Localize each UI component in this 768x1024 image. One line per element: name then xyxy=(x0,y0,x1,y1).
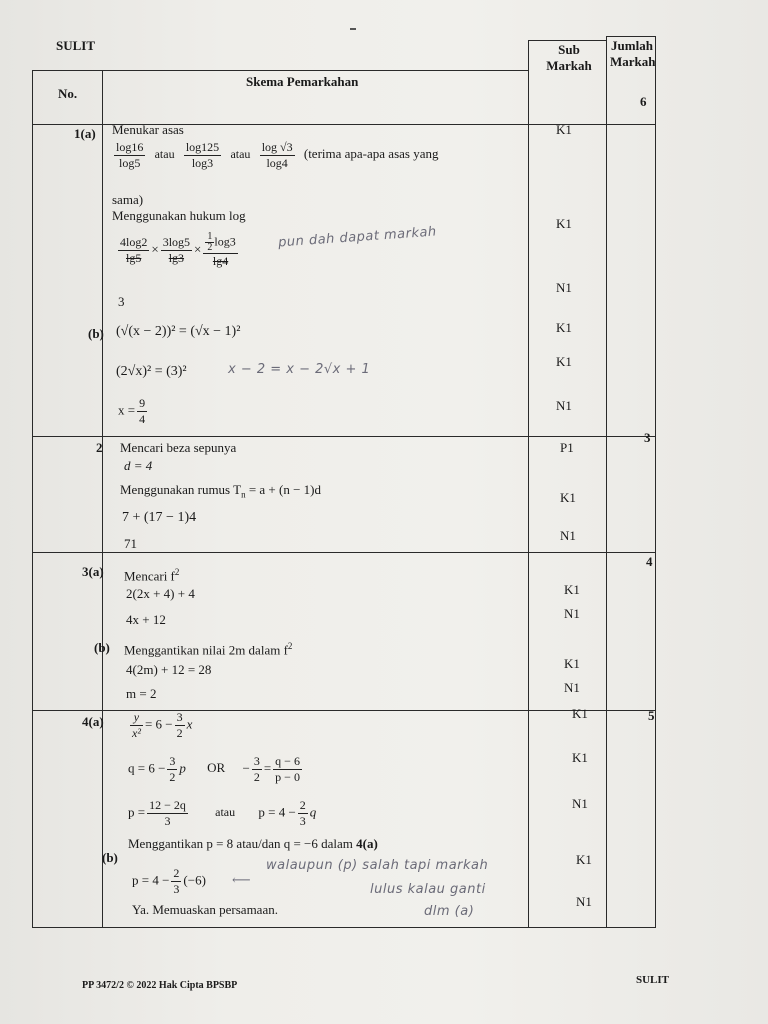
q2-substitution: 7 + (17 − 1)4 xyxy=(122,510,197,525)
q3-mark-4: N1 xyxy=(564,680,580,695)
q4-handwritten-note-1: walaupun (p) salah tapi markah xyxy=(266,858,489,873)
q4b-number: (b) xyxy=(102,850,118,865)
q4b-substitution: p = 4 − $\frac{2}{3}$ (−6) xyxy=(132,866,206,896)
q1-total: 6 xyxy=(640,94,647,109)
footer-sulit-right: SULIT xyxy=(636,974,670,986)
q4-mark-4: K1 xyxy=(576,852,592,867)
q4-mark-3: N1 xyxy=(572,796,588,811)
q4-handwritten-note-2: lulus kalau ganti xyxy=(370,882,486,897)
q1-sama: sama) xyxy=(112,192,144,207)
footer-copyright: PP 3472/2 © 2022 Hak Cipta BPSBP xyxy=(82,980,238,991)
q3-mencari-f2: Mencari $f^2$ xyxy=(124,567,180,584)
q3-number: 3(a) xyxy=(82,564,104,579)
q1-mark-4: K1 xyxy=(556,320,572,335)
q4-equation3: p = $\frac{12 - 2q}{3}$ atau p = 4 − $\frac{2}{3}$ q xyxy=(128,798,317,828)
q1-mark-1: K1 xyxy=(556,122,572,137)
q1b-handwritten-working: x − 2 = x − 2√x + 1 xyxy=(228,362,371,377)
q4-handwritten-note-3: dlm (a) xyxy=(424,904,475,919)
q3-mark-1: K1 xyxy=(564,582,580,597)
q2-number: 2 xyxy=(96,440,103,455)
col-header-jumlah: Jumlah Markah xyxy=(610,38,656,69)
q1-mark-5: K1 xyxy=(556,354,572,369)
q1b-step2: (2√x)² = (3)² xyxy=(116,364,187,379)
q4-equation1: $\frac{y}{\text{x²}}$ = 6 − $\frac{3}{2}$ x xyxy=(132,710,193,740)
q3b-number: (b) xyxy=(94,640,110,655)
q1b-answer: x = $\frac{9}{4}$ xyxy=(118,396,146,426)
col-header-skema: Skema Pemarkahan xyxy=(246,74,359,89)
q2-rumus: Menggunakan rumus $T_n = a + (n - 1)d$ xyxy=(120,482,322,500)
q3b-answer: m = 2 xyxy=(126,686,157,701)
q2-d-value: d = 4 xyxy=(124,458,153,473)
q3-total: 4 xyxy=(646,554,653,569)
marking-scheme-table xyxy=(32,36,656,928)
q1-menukar-asas: Menukar asas xyxy=(112,122,184,137)
q4b-conclusion: Ya. Memuaskan persamaan. xyxy=(132,902,278,917)
q1b-step1: (√(x − 2))² = (√x − 1)² xyxy=(116,324,241,339)
q4-mark-1: K1 xyxy=(572,706,588,721)
q1-hukum-log: Menggunakan hukum log xyxy=(112,208,246,223)
col-header-sub: Sub Markah xyxy=(546,42,592,73)
q2-mark-2: K1 xyxy=(560,490,576,505)
q1-mark-6: N1 xyxy=(556,398,572,413)
q4-menggantikan: Menggantikan p = 8 atau/dan q = −6 dalam 4(a) xyxy=(128,836,378,851)
q4-equation2: q = 6 − $\frac{3}{2}$ p OR − $\frac{3}{2}$ = $\frac{q - 6}{p - 0}$ xyxy=(128,754,300,784)
scan-mark xyxy=(350,28,356,30)
q4-total: 5 xyxy=(648,708,655,723)
q2-mark-1: P1 xyxy=(560,440,574,455)
q3b-menggantikan: Menggantikan nilai 2m dalam $f^2$ xyxy=(124,641,293,658)
q4-mark-2: K1 xyxy=(572,750,588,765)
q1-log-product: $\frac{4\log 2}{\lg 5}$ × $\frac{3\log 5}{\lg 3}$ × $\frac{1}{2}$ log3 lg4 xyxy=(120,231,236,268)
q3-mark-2: N1 xyxy=(564,606,580,621)
q1-change-base-line: $\frac{\log 16}{\log 5}$ atau $\frac{\log 125}{\log 3}$ atau $\frac{\log √3}{\log 4}$ (terima apa-apa asas yang xyxy=(116,140,439,170)
q2-mark-3: N1 xyxy=(560,528,576,543)
q2-total: 3 xyxy=(644,430,651,445)
q4-arrow-icon: ⟵ xyxy=(232,872,251,887)
q3-mark-3: K1 xyxy=(564,656,580,671)
q2-beza-sepunya: Mencari beza sepunya xyxy=(120,440,237,455)
q2-answer: 71 xyxy=(124,536,137,551)
q3-step2: 4x + 12 xyxy=(126,612,166,627)
q1-mark-3: N1 xyxy=(556,280,572,295)
header-sulit-left: SULIT xyxy=(56,38,96,53)
q3b-equation: 4(2m) + 12 = 28 xyxy=(126,662,212,677)
col-header-no: No. xyxy=(58,86,78,101)
q1-handwritten-note: pun dah dapat markah xyxy=(277,224,438,251)
q4-mark-5: N1 xyxy=(576,894,592,909)
q1-answer-3: 3 xyxy=(118,294,125,309)
q3-step1: 2(2x + 4) + 4 xyxy=(126,586,195,601)
q1b-number: (b) xyxy=(88,326,104,341)
q1-mark-2: K1 xyxy=(556,216,572,231)
q1-number: 1(a) xyxy=(74,126,96,141)
q4-number: 4(a) xyxy=(82,714,104,729)
